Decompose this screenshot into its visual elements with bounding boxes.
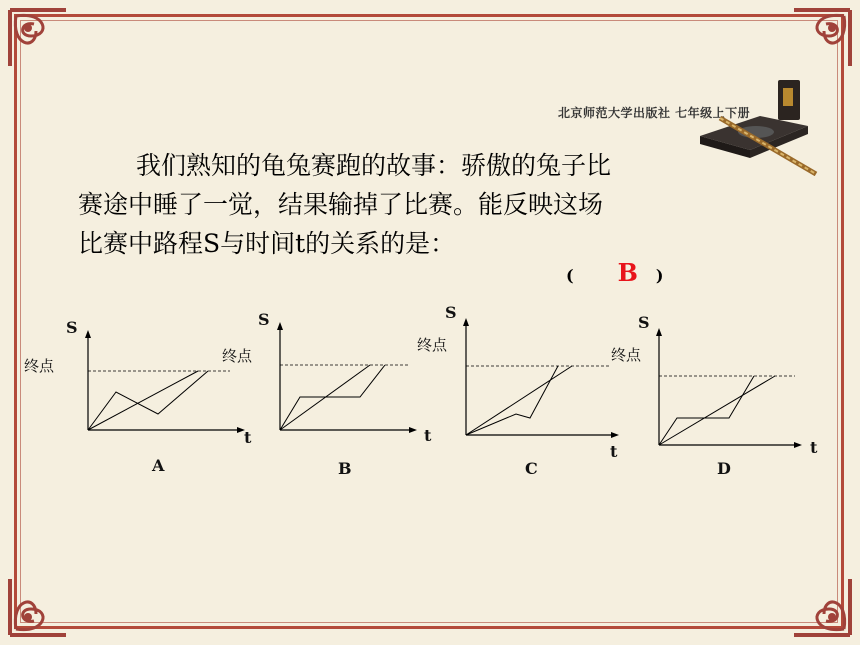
- graph-a-x-label: t: [244, 428, 252, 447]
- graph-b-y-arrow: [277, 322, 283, 330]
- graph-c-y-label: S: [445, 303, 457, 322]
- answer-open-paren: (: [566, 266, 574, 285]
- question-line-3: 比赛中路程S与时间t的关系的是：: [78, 229, 456, 258]
- graph-a-tortoise-path: [88, 371, 198, 430]
- graph-c: [458, 318, 638, 440]
- answer-letter: B: [617, 258, 638, 287]
- graph-b-x-arrow: [409, 427, 417, 433]
- question-line-1: 我们熟知的龟兔赛跑的故事：骄傲的兔子比: [136, 151, 612, 180]
- graph-d-tortoise-path: [659, 376, 775, 445]
- graph-b-y-label: S: [258, 310, 270, 329]
- answer-blank: [566, 258, 663, 287]
- graph-c-x-arrow: [611, 432, 619, 438]
- graph-a-rabbit-path: [88, 371, 208, 430]
- graph-d-finish-label: 终点: [611, 346, 642, 364]
- graph-b-x-label: t: [424, 426, 432, 445]
- question-line-2: 赛途中睡了一觉，结果输掉了比赛。能反映这场: [78, 190, 604, 219]
- graph-a-y-label: S: [66, 318, 78, 337]
- publisher-label: 北京师范大学出版社 七年级上下册: [558, 106, 751, 120]
- corner-ornament-bottom-left: [6, 569, 76, 639]
- graph-c-x-label: t: [610, 442, 618, 461]
- graph-d-rabbit-path: [659, 376, 754, 445]
- graph-d-x-label: t: [810, 438, 818, 457]
- graph-c-tortoise-path: [466, 366, 572, 435]
- graph-c-finish-label: 终点: [417, 336, 448, 354]
- question-text: [78, 146, 768, 263]
- graph-c-option: C: [525, 459, 538, 478]
- graph-b-rabbit-path: [280, 365, 385, 430]
- answer-close-paren: ): [655, 266, 664, 285]
- graph-a-option: A: [152, 456, 165, 475]
- graph-d-option: D: [717, 459, 731, 478]
- corner-ornament-top-left: [6, 6, 76, 76]
- graph-d-x-arrow: [794, 442, 802, 448]
- graph-d-y-label: S: [638, 313, 650, 332]
- graph-c-rabbit-path: [466, 366, 558, 435]
- graph-b-finish-label: 终点: [222, 347, 253, 365]
- graph-a-finish-label: 终点: [24, 357, 55, 375]
- corner-ornament-top-right: [784, 6, 854, 76]
- graph-b-option: B: [338, 459, 352, 478]
- corner-ornament-bottom-right: [784, 569, 854, 639]
- graph-a-y-arrow: [85, 330, 91, 338]
- graph-c-y-arrow: [463, 318, 469, 326]
- graph-d-y-arrow: [656, 328, 662, 336]
- graph-d: [651, 328, 831, 450]
